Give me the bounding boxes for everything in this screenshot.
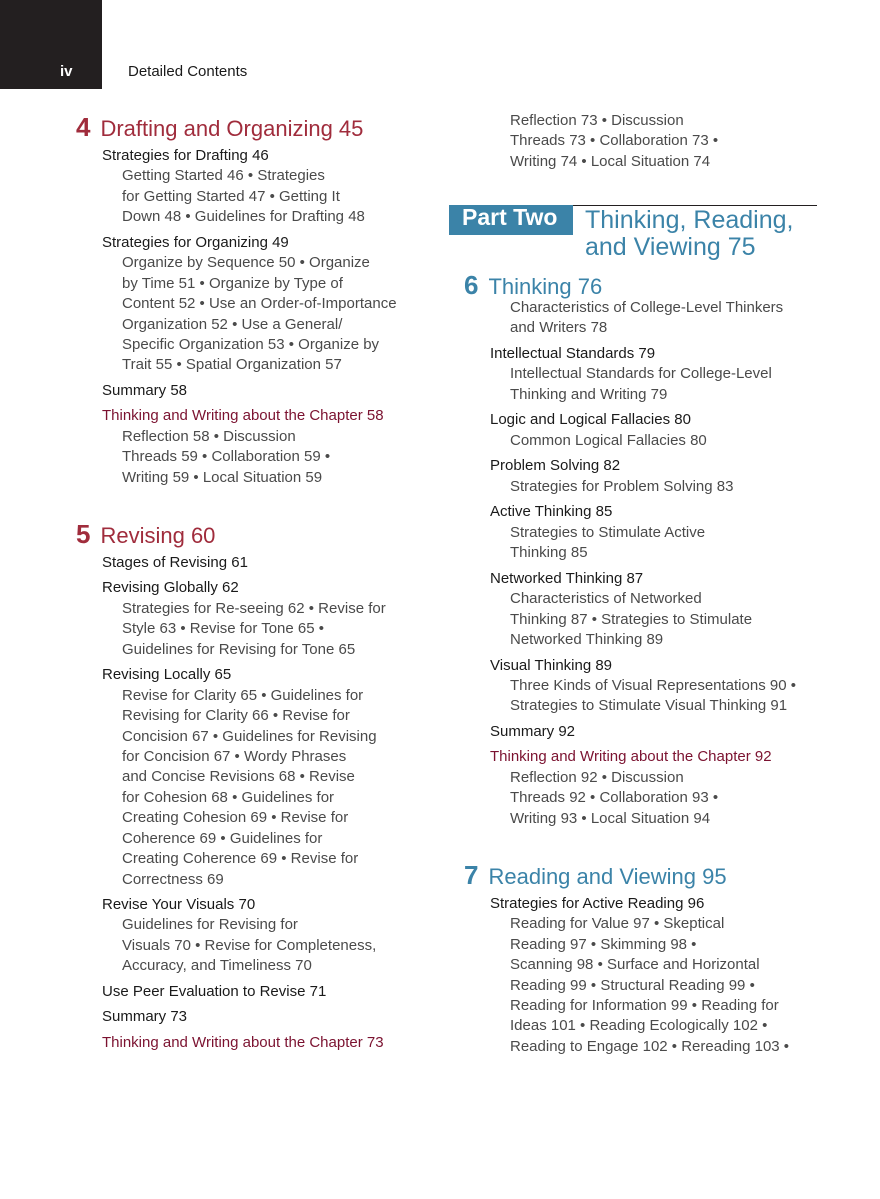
toc-subsection: Reading for Information 99 • Reading for — [510, 997, 779, 1014]
chapter-6-heading — [464, 270, 602, 301]
toc-section: Visual Thinking 89 — [490, 657, 613, 674]
toc-subsection: Thinking 87 • Strategies to Stimulate — [510, 611, 753, 628]
toc-subsection: Creating Coherence 69 • Revise for — [122, 850, 359, 867]
toc-subsection: Reading to Engage 102 • Rereading 103 • — [510, 1038, 790, 1055]
toc-section: Strategies for Organizing 49 — [102, 234, 289, 251]
toc-thinking-writing: Thinking and Writing about the Chapter 58 — [102, 407, 384, 424]
toc-subsection: Strategies for Re-seeing 62 • Revise for — [122, 600, 386, 617]
toc-section: Stages of Revising 61 — [102, 554, 248, 571]
toc-section: Revising Globally 62 — [102, 579, 239, 596]
chapter-number: 7 — [464, 860, 479, 890]
toc-section: Networked Thinking 87 — [490, 570, 644, 587]
toc-section: Active Thinking 85 — [490, 503, 613, 520]
toc-subsection: for Concision 67 • Wordy Phrases — [122, 748, 347, 765]
toc-subsection: Down 48 • Guidelines for Drafting 48 — [122, 208, 365, 225]
toc-subsection: Threads 59 • Collaboration 59 • — [122, 448, 331, 465]
toc-subsection: Coherence 69 • Guidelines for — [122, 830, 323, 847]
chapter-number: 5 — [76, 519, 91, 549]
toc-section: Revise Your Visuals 70 — [102, 896, 256, 913]
toc-subsection: Writing 93 • Local Situation 94 — [510, 810, 711, 827]
toc-subsection: Threads 73 • Collaboration 73 • — [510, 132, 719, 149]
toc-subsection: by Time 51 • Organize by Type of — [122, 275, 343, 292]
chapter-title: Reading and Viewing 95 — [488, 864, 727, 889]
toc-summary: Summary 58 — [102, 382, 188, 399]
toc-subsection: Reflection 73 • Discussion — [510, 112, 684, 129]
toc-subsection: and Writers 78 — [510, 319, 608, 336]
toc-section: Strategies for Active Reading 96 — [490, 895, 705, 912]
toc-subsection: Networked Thinking 89 — [510, 631, 664, 648]
toc-subsection: Reading for Value 97 • Skeptical — [510, 915, 725, 932]
chapter-title: Drafting and Organizing 45 — [100, 116, 364, 141]
chapter-number: 4 — [76, 112, 91, 142]
toc-subsection: Writing 59 • Local Situation 59 — [122, 469, 323, 486]
toc-subsection: Correctness 69 — [122, 871, 224, 888]
toc-subsection: Visuals 70 • Revise for Completeness, — [122, 937, 377, 954]
toc-section: Intellectual Standards 79 — [490, 345, 656, 362]
chapter-number: 6 — [464, 270, 479, 300]
toc-subsection: Writing 74 • Local Situation 74 — [510, 153, 711, 170]
toc-subsection: Guidelines for Revising for Tone 65 — [122, 641, 356, 658]
toc-summary: Summary 73 — [102, 1008, 188, 1025]
toc-subsection: for Cohesion 68 • Guidelines for — [122, 789, 335, 806]
toc-summary: Summary 92 — [490, 723, 576, 740]
chapter-title: Thinking 76 — [488, 274, 603, 299]
toc-section: Problem Solving 82 — [490, 457, 621, 474]
chapter-5-heading — [76, 519, 215, 550]
toc-subsection: Trait 55 • Spatial Organization 57 — [122, 356, 342, 373]
toc-subsection: Common Logical Fallacies 80 — [510, 432, 707, 449]
toc-subsection: Strategies to Stimulate Visual Thinking 91 — [510, 697, 788, 714]
toc-section: Revising Locally 65 — [102, 666, 232, 683]
toc-subsection: Organize by Sequence 50 • Organize — [122, 254, 370, 271]
toc-subsection: Reflection 58 • Discussion — [122, 428, 296, 445]
part-title: and Viewing 75 — [585, 233, 756, 261]
toc-subsection: Getting Started 46 • Strategies — [122, 167, 325, 184]
toc-subsection: Revise for Clarity 65 • Guidelines for — [122, 687, 364, 704]
toc-section: Logic and Logical Fallacies 80 — [490, 411, 691, 428]
toc-subsection: Concision 67 • Guidelines for Revising — [122, 728, 377, 745]
toc-subsection: Intellectual Standards for College-Level — [510, 365, 772, 382]
toc-section: Use Peer Evaluation to Revise 71 — [102, 983, 327, 1000]
toc-subsection: Creating Cohesion 69 • Revise for — [122, 809, 349, 826]
toc-subsection: Characteristics of College-Level Thinkers — [510, 299, 784, 316]
toc-subsection: Thinking and Writing 79 — [510, 386, 668, 403]
chapter-4-heading — [76, 112, 363, 143]
toc-subsection: Threads 92 • Collaboration 93 • — [510, 789, 719, 806]
part-label: Part Two — [462, 204, 558, 230]
toc-subsection: Style 63 • Revise for Tone 65 • — [122, 620, 325, 637]
toc-subsection: Content 52 • Use an Order-of-Importance — [122, 295, 397, 312]
toc-subsection: Specific Organization 53 • Organize by — [122, 336, 380, 353]
part-title: Thinking, Reading, — [585, 206, 794, 234]
toc-subsection: Characteristics of Networked — [510, 590, 702, 607]
toc-thinking-writing: Thinking and Writing about the Chapter 92 — [490, 748, 772, 765]
page-number-tab — [0, 0, 102, 89]
toc-subsection: Reading 99 • Structural Reading 99 • — [510, 977, 755, 994]
toc-subsection: Reading 97 • Skimming 98 • — [510, 936, 697, 953]
page-number: iv — [60, 63, 73, 80]
toc-subsection: Guidelines for Revising for — [122, 916, 298, 933]
toc-subsection: and Concise Revisions 68 • Revise — [122, 768, 355, 785]
toc-section: Strategies for Drafting 46 — [102, 147, 269, 164]
running-head: Detailed Contents — [128, 63, 248, 80]
chapter-title: Revising 60 — [100, 523, 216, 548]
toc-subsection: Three Kinds of Visual Representations 90 • — [510, 677, 796, 694]
toc-thinking-writing: Thinking and Writing about the Chapter 73 — [102, 1034, 384, 1051]
toc-subsection: Strategies to Stimulate Active — [510, 524, 706, 541]
toc-subsection: Ideas 101 • Reading Ecologically 102 • — [510, 1017, 768, 1034]
toc-subsection: Accuracy, and Timeliness 70 — [122, 957, 312, 974]
toc-subsection: Revising for Clarity 66 • Revise for — [122, 707, 350, 724]
toc-subsection: Strategies for Problem Solving 83 — [510, 478, 734, 495]
toc-subsection: for Getting Started 47 • Getting It — [122, 188, 340, 205]
chapter-7-heading — [464, 860, 727, 891]
toc-subsection: Reflection 92 • Discussion — [510, 769, 684, 786]
toc-subsection: Thinking 85 — [510, 544, 588, 561]
toc-subsection: Organization 52 • Use a General/ — [122, 316, 343, 333]
toc-subsection: Scanning 98 • Surface and Horizontal — [510, 956, 760, 973]
